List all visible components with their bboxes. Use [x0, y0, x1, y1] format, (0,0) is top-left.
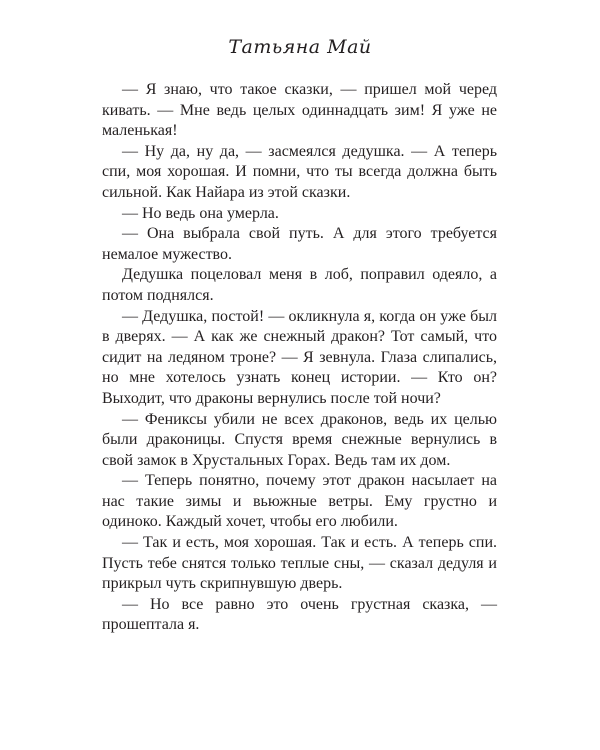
body-text: [102, 80, 497, 636]
running-head: Татьяна Май: [228, 36, 372, 58]
paragraph: — Дедушка, постой! — окликнула я, когда он уже был в дверях. — А как же снежный дракон? Тот самый, что сидит на ледяном троне? — Я зевнула. Глаза слипались, но мне хотелось узнать конец истории. — Кто он? Выходит, что драконы вернулись после той ночи?: [102, 307, 497, 407]
paragraph: — Ну да, ну да, — засмеялся дедушка. — А теперь спи, моя хорошая. И помни, что ты всегда должна быть сильной. Как Найара из этой сказки.: [102, 142, 497, 201]
paragraph: — Но все равно это очень грустная сказка, — прошептала я.: [102, 595, 497, 634]
paragraph: — Но ведь она умерла.: [122, 204, 279, 222]
paragraph: — Теперь понятно, почему этот дракон насылает на нас такие зимы и вьюжные ветры. Ему грустно и одиноко. Каждый хочет, чтобы его любили.: [102, 472, 497, 531]
paragraph: — Она выбрала свой путь. А для этого требуется немалое мужество.: [102, 225, 497, 263]
paragraph: Дедушка поцеловал меня в лоб, поправил одеяло, а потом поднялся.: [102, 266, 497, 304]
paragraph: — Фениксы убили не всех драконов, ведь их целью были драконицы. Спустя время снежные вернулись в свой замок в Хрустальных Горах. Ведь там их дом.: [102, 410, 497, 469]
paragraph: — Так и есть, моя хорошая. Так и есть. А теперь спи. Пусть тебе снятся только теплые сны, — сказал дедуля и прикрыл чуть скрипнувшую дверь.: [102, 534, 497, 593]
paragraph: — Я знаю, что такое сказки, — пришел мой черед кивать. — Мне ведь целых одиннадцать зим! Я уже не маленькая!: [102, 81, 497, 140]
